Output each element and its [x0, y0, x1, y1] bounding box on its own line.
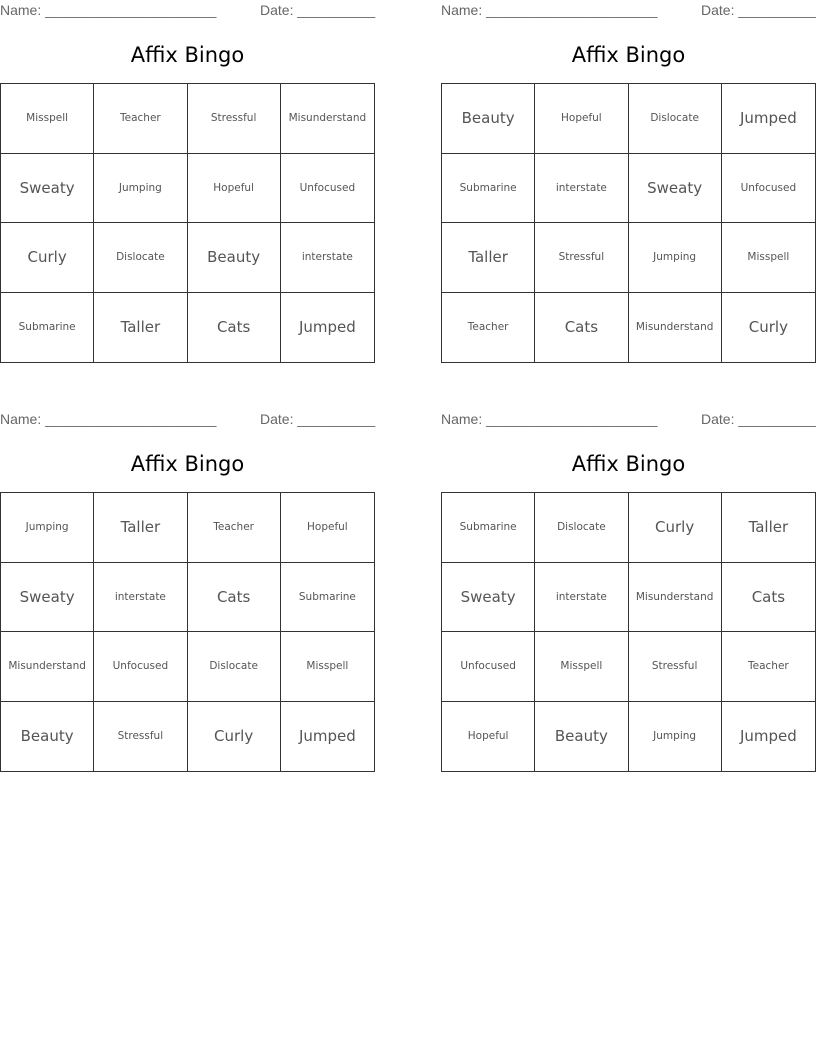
- bingo-cell: Misspell: [1, 84, 94, 154]
- bingo-cell: Cats: [188, 293, 281, 363]
- bingo-cell: Misspell: [722, 223, 815, 293]
- card-header: [441, 2, 816, 20]
- bingo-cell: Curly: [1, 223, 94, 293]
- date-field-label: Date: __________: [260, 2, 376, 18]
- bingo-card: [0, 409, 375, 774]
- card-header: [441, 411, 816, 429]
- bingo-cell: Stressful: [94, 702, 187, 772]
- bingo-cell: Hopeful: [442, 702, 535, 772]
- bingo-cell: Sweaty: [1, 563, 94, 633]
- bingo-cell: Dislocate: [94, 223, 187, 293]
- card-title: Affix Bingo: [130, 452, 245, 476]
- bingo-card: [441, 0, 816, 365]
- bingo-cell: Dislocate: [535, 493, 628, 563]
- bingo-cell: Dislocate: [629, 84, 722, 154]
- bingo-cell: Beauty: [1, 702, 94, 772]
- bingo-cell: Curly: [748, 318, 788, 337]
- bingo-grid: [0, 492, 375, 772]
- bingo-cell: Misspell: [535, 632, 628, 702]
- bingo-cell: Stressful: [188, 84, 281, 154]
- card-title: Affix Bingo: [130, 43, 245, 67]
- card-header: [0, 2, 375, 20]
- bingo-cell: Stressful: [535, 223, 628, 293]
- bingo-cell: Unfocused: [94, 632, 187, 702]
- bingo-cell: Jumped: [739, 727, 797, 746]
- name-field-label: Name: ______________________: [441, 2, 658, 18]
- bingo-cell: Curly: [188, 702, 281, 772]
- bingo-cell: Jumping: [94, 154, 187, 224]
- bingo-cell: Beauty: [535, 702, 628, 772]
- bingo-cell: Submarine: [1, 293, 94, 363]
- bingo-cell: Unfocused: [442, 632, 535, 702]
- bingo-cell: Cats: [188, 563, 281, 633]
- name-field-label: Name: ______________________: [441, 411, 658, 427]
- bingo-cell: Unfocused: [722, 154, 815, 224]
- bingo-cell: Sweaty: [629, 154, 722, 224]
- bingo-cell: Taller: [722, 493, 815, 563]
- bingo-cell: Cats: [535, 293, 628, 363]
- date-field-label: Date: __________: [260, 411, 376, 427]
- bingo-grid: [0, 83, 375, 363]
- bingo-cell: Hopeful: [281, 493, 374, 563]
- bingo-cell: Jumping: [629, 223, 722, 293]
- bingo-cell: Cats: [722, 563, 815, 633]
- name-field-label: Name: ______________________: [0, 411, 217, 427]
- bingo-cell: Jumped: [298, 318, 356, 337]
- bingo-cell: Misunderstand: [629, 563, 722, 633]
- bingo-cell: Teacher: [722, 632, 815, 702]
- card-title: Affix Bingo: [571, 452, 686, 476]
- bingo-cell: Jumping: [1, 493, 94, 563]
- bingo-cell: Submarine: [442, 154, 535, 224]
- bingo-cell: Jumping: [629, 702, 722, 772]
- bingo-cell: Teacher: [94, 84, 187, 154]
- bingo-cell: interstate: [281, 223, 374, 293]
- bingo-cell: Unfocused: [281, 154, 374, 224]
- date-field-label: Date: __________: [701, 2, 816, 18]
- bingo-cell: Misspell: [281, 632, 374, 702]
- bingo-cell: Teacher: [188, 493, 281, 563]
- bingo-cell: Teacher: [442, 293, 535, 363]
- bingo-cell: Sweaty: [442, 563, 535, 633]
- bingo-grid: [441, 83, 816, 363]
- bingo-cell: interstate: [535, 563, 628, 633]
- bingo-grid: [441, 492, 816, 772]
- bingo-cell: Stressful: [629, 632, 722, 702]
- card-title: Affix Bingo: [571, 43, 686, 67]
- bingo-cell: interstate: [535, 154, 628, 224]
- bingo-cell: Taller: [442, 223, 535, 293]
- bingo-cell: Taller: [94, 493, 187, 563]
- bingo-cell: interstate: [94, 563, 187, 633]
- bingo-cell: Sweaty: [1, 154, 94, 224]
- bingo-card: [0, 0, 375, 365]
- bingo-cell: Beauty: [188, 223, 281, 293]
- bingo-cell: Jumped: [298, 727, 356, 746]
- bingo-cell: Submarine: [281, 563, 374, 633]
- card-header: [0, 411, 375, 429]
- date-field-label: Date: __________: [701, 411, 816, 427]
- bingo-cell: Submarine: [442, 493, 535, 563]
- bingo-cell: Misunderstand: [629, 293, 722, 363]
- bingo-cell: Beauty: [442, 84, 535, 154]
- bingo-card: [441, 409, 816, 774]
- bingo-cell: Misunderstand: [1, 632, 94, 702]
- bingo-cell: Misunderstand: [281, 84, 374, 154]
- bingo-cell: Hopeful: [188, 154, 281, 224]
- bingo-cell: Jumped: [722, 84, 815, 154]
- bingo-cell: Taller: [94, 293, 187, 363]
- bingo-cell: Dislocate: [188, 632, 281, 702]
- bingo-cell: Curly: [629, 493, 722, 563]
- bingo-cell: Hopeful: [535, 84, 628, 154]
- name-field-label: Name: ______________________: [0, 2, 217, 18]
